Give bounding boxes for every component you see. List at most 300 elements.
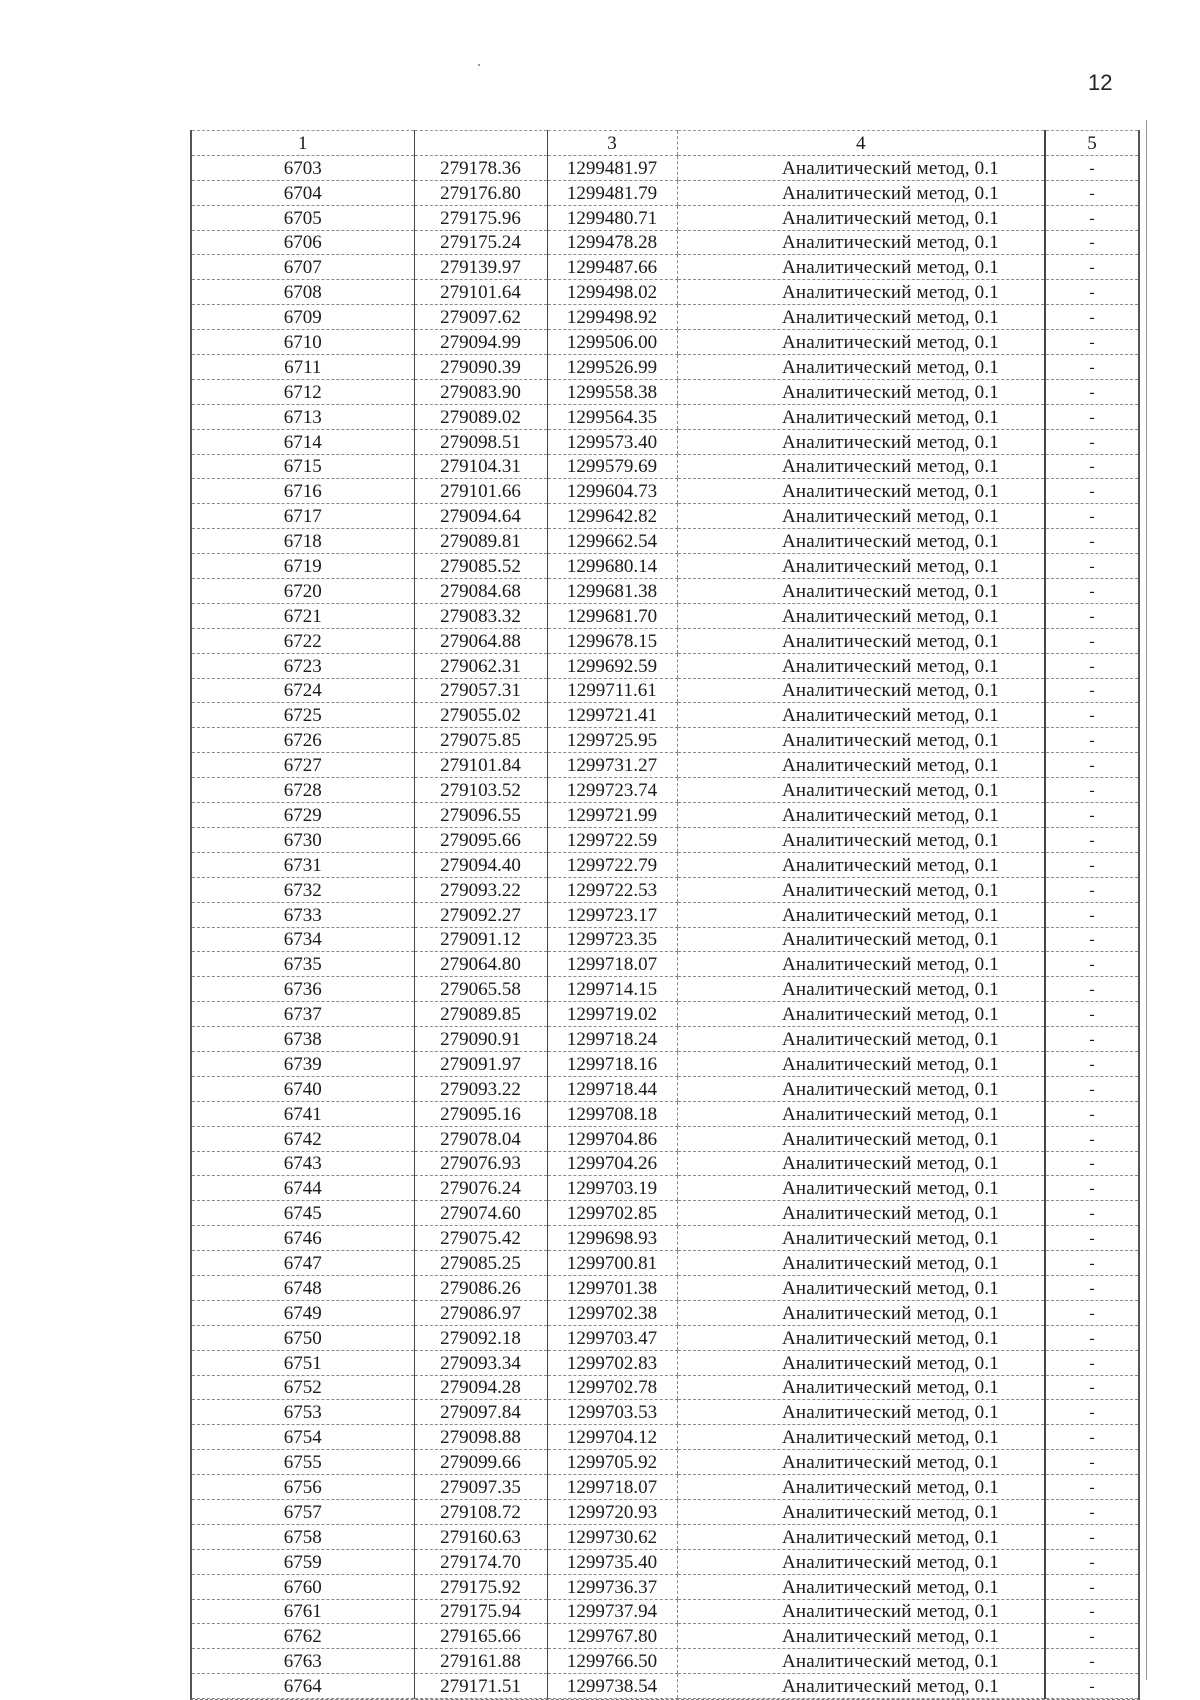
method-accuracy-cell: Аналитический метод, 0.1: [677, 678, 1045, 703]
point-number-cell: 6718: [192, 529, 414, 554]
point-number-cell: 6758: [192, 1524, 414, 1549]
point-number-cell: 6737: [192, 1002, 414, 1027]
point-number-cell: 6711: [192, 355, 414, 380]
method-accuracy-cell: Аналитический метод, 0.1: [677, 1151, 1045, 1176]
x-coordinate-cell: 279093.34: [414, 1350, 547, 1375]
note-cell: -: [1045, 1624, 1138, 1649]
x-coordinate-cell: 279095.16: [414, 1101, 547, 1126]
note-cell: -: [1045, 1649, 1138, 1674]
point-number-cell: 6743: [192, 1151, 414, 1176]
point-number-cell: 6730: [192, 827, 414, 852]
x-coordinate-cell: 279160.63: [414, 1524, 547, 1549]
table-row: [192, 155, 1138, 180]
point-number-cell: 6725: [192, 703, 414, 728]
method-accuracy-cell: Аналитический метод, 0.1: [677, 529, 1045, 554]
x-coordinate-cell: 279097.84: [414, 1400, 547, 1425]
note-cell: -: [1045, 1126, 1138, 1151]
note-cell: -: [1045, 927, 1138, 952]
table-row: [192, 1251, 1138, 1276]
x-coordinate-cell: 279103.52: [414, 778, 547, 803]
point-number-cell: 6754: [192, 1425, 414, 1450]
method-accuracy-cell: Аналитический метод, 0.1: [677, 1400, 1045, 1425]
note-cell: -: [1045, 280, 1138, 305]
table-row: [192, 877, 1138, 902]
method-accuracy-cell: Аналитический метод, 0.1: [677, 1076, 1045, 1101]
point-number-cell: 6740: [192, 1076, 414, 1101]
y-coordinate-cell: 1299722.79: [547, 852, 677, 877]
table-row: [192, 1649, 1138, 1674]
method-accuracy-cell: Аналитический метод, 0.1: [677, 454, 1045, 479]
note-cell: -: [1045, 653, 1138, 678]
table-row: [192, 1002, 1138, 1027]
table-row: [192, 603, 1138, 628]
y-coordinate-cell: 1299564.35: [547, 404, 677, 429]
table-row: [192, 230, 1138, 255]
table-row: [192, 355, 1138, 380]
note-cell: -: [1045, 628, 1138, 653]
y-coordinate-cell: 1299681.70: [547, 603, 677, 628]
method-accuracy-cell: Аналитический метод, 0.1: [677, 355, 1045, 380]
table-row: [192, 1425, 1138, 1450]
point-number-cell: 6709: [192, 305, 414, 330]
point-number-cell: 6755: [192, 1450, 414, 1475]
x-coordinate-cell: 279098.88: [414, 1425, 547, 1450]
x-coordinate-cell: 279075.85: [414, 728, 547, 753]
method-accuracy-cell: Аналитический метод, 0.1: [677, 1649, 1045, 1674]
x-coordinate-cell: 279090.39: [414, 355, 547, 380]
x-coordinate-cell: 279091.12: [414, 927, 547, 952]
method-accuracy-cell: Аналитический метод, 0.1: [677, 1300, 1045, 1325]
y-coordinate-cell: 1299721.99: [547, 803, 677, 828]
point-number-cell: 6763: [192, 1649, 414, 1674]
table-row: [192, 1027, 1138, 1052]
table-row: [192, 952, 1138, 977]
point-number-cell: 6749: [192, 1300, 414, 1325]
table-row: [192, 479, 1138, 504]
method-accuracy-cell: Аналитический метод, 0.1: [677, 1574, 1045, 1599]
method-accuracy-cell: Аналитический метод, 0.1: [677, 877, 1045, 902]
y-coordinate-cell: 1299702.38: [547, 1300, 677, 1325]
x-coordinate-cell: 279101.64: [414, 280, 547, 305]
x-coordinate-cell: 279089.85: [414, 1002, 547, 1027]
point-number-cell: 6738: [192, 1027, 414, 1052]
point-number-cell: 6732: [192, 877, 414, 902]
x-coordinate-cell: 279176.80: [414, 180, 547, 205]
table-row: [192, 1076, 1138, 1101]
note-cell: -: [1045, 554, 1138, 579]
y-coordinate-cell: 1299558.38: [547, 379, 677, 404]
x-coordinate-cell: 279085.52: [414, 554, 547, 579]
y-coordinate-cell: 1299721.41: [547, 703, 677, 728]
table-row: [192, 678, 1138, 703]
point-number-cell: 6712: [192, 379, 414, 404]
table-row: [192, 1524, 1138, 1549]
point-number-cell: 6756: [192, 1475, 414, 1500]
point-number-cell: 6761: [192, 1599, 414, 1624]
x-coordinate-cell: 279055.02: [414, 703, 547, 728]
method-accuracy-cell: Аналитический метод, 0.1: [677, 1275, 1045, 1300]
x-coordinate-cell: 279161.88: [414, 1649, 547, 1674]
y-coordinate-cell: 1299719.02: [547, 1002, 677, 1027]
y-coordinate-cell: 1299735.40: [547, 1549, 677, 1574]
point-number-cell: 6760: [192, 1574, 414, 1599]
method-accuracy-cell: Аналитический метод, 0.1: [677, 827, 1045, 852]
y-coordinate-cell: 1299498.92: [547, 305, 677, 330]
point-number-cell: 6748: [192, 1275, 414, 1300]
x-coordinate-cell: 279084.68: [414, 579, 547, 604]
note-cell: -: [1045, 1176, 1138, 1201]
method-accuracy-cell: Аналитический метод, 0.1: [677, 1674, 1045, 1699]
note-cell: -: [1045, 355, 1138, 380]
note-cell: -: [1045, 778, 1138, 803]
table-row: [192, 205, 1138, 230]
y-coordinate-cell: 1299723.17: [547, 902, 677, 927]
point-number-cell: 6753: [192, 1400, 414, 1425]
scan-speck: [478, 64, 480, 66]
point-number-cell: 6719: [192, 554, 414, 579]
y-coordinate-cell: 1299736.37: [547, 1574, 677, 1599]
y-coordinate-cell: 1299718.16: [547, 1051, 677, 1076]
method-accuracy-cell: Аналитический метод, 0.1: [677, 1524, 1045, 1549]
point-number-cell: 6759: [192, 1549, 414, 1574]
y-coordinate-cell: 1299718.24: [547, 1027, 677, 1052]
x-coordinate-cell: 279076.93: [414, 1151, 547, 1176]
note-cell: -: [1045, 1201, 1138, 1226]
y-coordinate-cell: 1299498.02: [547, 280, 677, 305]
note-cell: -: [1045, 852, 1138, 877]
x-coordinate-cell: 279083.90: [414, 379, 547, 404]
note-cell: -: [1045, 1425, 1138, 1450]
y-coordinate-cell: 1299698.93: [547, 1226, 677, 1251]
note-cell: -: [1045, 429, 1138, 454]
x-coordinate-cell: 279085.25: [414, 1251, 547, 1276]
y-coordinate-cell: 1299700.81: [547, 1251, 677, 1276]
note-cell: -: [1045, 205, 1138, 230]
point-number-cell: 6739: [192, 1051, 414, 1076]
point-number-cell: 6735: [192, 952, 414, 977]
x-coordinate-cell: 279089.02: [414, 404, 547, 429]
y-coordinate-cell: 1299767.80: [547, 1624, 677, 1649]
note-cell: -: [1045, 1375, 1138, 1400]
method-accuracy-cell: Аналитический метод, 0.1: [677, 429, 1045, 454]
note-cell: -: [1045, 1027, 1138, 1052]
y-coordinate-cell: 1299708.18: [547, 1101, 677, 1126]
y-coordinate-cell: 1299731.27: [547, 753, 677, 778]
note-cell: -: [1045, 1151, 1138, 1176]
y-coordinate-cell: 1299702.78: [547, 1375, 677, 1400]
method-accuracy-cell: Аналитический метод, 0.1: [677, 479, 1045, 504]
x-coordinate-cell: 279175.94: [414, 1599, 547, 1624]
method-accuracy-cell: Аналитический метод, 0.1: [677, 1599, 1045, 1624]
note-cell: -: [1045, 728, 1138, 753]
point-number-cell: 6726: [192, 728, 414, 753]
note-cell: -: [1045, 1300, 1138, 1325]
note-cell: -: [1045, 1325, 1138, 1350]
table-row: [192, 1201, 1138, 1226]
table-row: [192, 529, 1138, 554]
table-row: [192, 728, 1138, 753]
table-row: [192, 852, 1138, 877]
header-col-5: 5: [1045, 131, 1138, 156]
x-coordinate-cell: 279062.31: [414, 653, 547, 678]
note-cell: -: [1045, 1499, 1138, 1524]
table-row: [192, 554, 1138, 579]
point-number-cell: 6731: [192, 852, 414, 877]
note-cell: -: [1045, 678, 1138, 703]
point-number-cell: 6717: [192, 504, 414, 529]
table-row: [192, 753, 1138, 778]
page-number: 12: [1088, 70, 1113, 95]
note-cell: -: [1045, 1524, 1138, 1549]
method-accuracy-cell: Аналитический метод, 0.1: [677, 1201, 1045, 1226]
note-cell: -: [1045, 1599, 1138, 1624]
method-accuracy-cell: Аналитический метод, 0.1: [677, 1251, 1045, 1276]
point-number-cell: 6751: [192, 1350, 414, 1375]
y-coordinate-cell: 1299703.47: [547, 1325, 677, 1350]
y-coordinate-cell: 1299573.40: [547, 429, 677, 454]
y-coordinate-cell: 1299680.14: [547, 554, 677, 579]
point-number-cell: 6744: [192, 1176, 414, 1201]
method-accuracy-cell: Аналитический метод, 0.1: [677, 579, 1045, 604]
y-coordinate-cell: 1299703.53: [547, 1400, 677, 1425]
point-number-cell: 6704: [192, 180, 414, 205]
x-coordinate-cell: 279175.24: [414, 230, 547, 255]
method-accuracy-cell: Аналитический метод, 0.1: [677, 628, 1045, 653]
table-row: [192, 1126, 1138, 1151]
method-accuracy-cell: Аналитический метод, 0.1: [677, 1549, 1045, 1574]
x-coordinate-cell: 279057.31: [414, 678, 547, 703]
table-row: [192, 1549, 1138, 1574]
x-coordinate-cell: 279097.35: [414, 1475, 547, 1500]
table-row: [192, 653, 1138, 678]
x-coordinate-cell: 279175.96: [414, 205, 547, 230]
table-body: [192, 155, 1138, 1698]
note-cell: -: [1045, 529, 1138, 554]
x-coordinate-cell: 279099.66: [414, 1450, 547, 1475]
method-accuracy-cell: Аналитический метод, 0.1: [677, 1499, 1045, 1524]
table-row: [192, 703, 1138, 728]
table-row: [192, 827, 1138, 852]
method-accuracy-cell: Аналитический метод, 0.1: [677, 155, 1045, 180]
table-row: [192, 255, 1138, 280]
x-coordinate-cell: 279065.58: [414, 977, 547, 1002]
note-cell: -: [1045, 180, 1138, 205]
x-coordinate-cell: 279075.42: [414, 1226, 547, 1251]
y-coordinate-cell: 1299681.38: [547, 579, 677, 604]
x-coordinate-cell: 279096.55: [414, 803, 547, 828]
method-accuracy-cell: Аналитический метод, 0.1: [677, 902, 1045, 927]
note-cell: -: [1045, 1226, 1138, 1251]
table-row: [192, 579, 1138, 604]
x-coordinate-cell: 279101.84: [414, 753, 547, 778]
point-number-cell: 6713: [192, 404, 414, 429]
y-coordinate-cell: 1299487.66: [547, 255, 677, 280]
x-coordinate-cell: 279178.36: [414, 155, 547, 180]
point-number-cell: 6708: [192, 280, 414, 305]
note-cell: -: [1045, 1275, 1138, 1300]
y-coordinate-cell: 1299702.85: [547, 1201, 677, 1226]
header-col-1: 1: [192, 131, 414, 156]
y-coordinate-cell: 1299678.15: [547, 628, 677, 653]
method-accuracy-cell: Аналитический метод, 0.1: [677, 753, 1045, 778]
x-coordinate-cell: 279092.27: [414, 902, 547, 927]
header-row: [192, 131, 1138, 156]
method-accuracy-cell: Аналитический метод, 0.1: [677, 379, 1045, 404]
scan-edge-line: [1146, 120, 1147, 1680]
point-number-cell: 6723: [192, 653, 414, 678]
method-accuracy-cell: Аналитический метод, 0.1: [677, 1002, 1045, 1027]
table-row: [192, 1599, 1138, 1624]
method-accuracy-cell: Аналитический метод, 0.1: [677, 1425, 1045, 1450]
x-coordinate-cell: 279078.04: [414, 1126, 547, 1151]
y-coordinate-cell: 1299506.00: [547, 330, 677, 355]
method-accuracy-cell: Аналитический метод, 0.1: [677, 778, 1045, 803]
method-accuracy-cell: Аналитический метод, 0.1: [677, 1624, 1045, 1649]
x-coordinate-cell: 279174.70: [414, 1549, 547, 1574]
point-number-cell: 6706: [192, 230, 414, 255]
point-number-cell: 6724: [192, 678, 414, 703]
table-row: [192, 280, 1138, 305]
method-accuracy-cell: Аналитический метод, 0.1: [677, 330, 1045, 355]
method-accuracy-cell: Аналитический метод, 0.1: [677, 305, 1045, 330]
note-cell: -: [1045, 827, 1138, 852]
point-number-cell: 6734: [192, 927, 414, 952]
note-cell: -: [1045, 1350, 1138, 1375]
point-number-cell: 6727: [192, 753, 414, 778]
y-coordinate-cell: 1299766.50: [547, 1649, 677, 1674]
y-coordinate-cell: 1299705.92: [547, 1450, 677, 1475]
point-number-cell: 6721: [192, 603, 414, 628]
x-coordinate-cell: 279086.26: [414, 1275, 547, 1300]
point-number-cell: 6714: [192, 429, 414, 454]
table-row: [192, 1176, 1138, 1201]
header-col-3: 3: [547, 131, 677, 156]
x-coordinate-cell: 279098.51: [414, 429, 547, 454]
point-number-cell: 6752: [192, 1375, 414, 1400]
note-cell: -: [1045, 454, 1138, 479]
method-accuracy-cell: Аналитический метод, 0.1: [677, 1051, 1045, 1076]
note-cell: -: [1045, 1450, 1138, 1475]
point-number-cell: 6747: [192, 1251, 414, 1276]
y-coordinate-cell: 1299662.54: [547, 529, 677, 554]
header-col-2: [414, 131, 547, 156]
x-coordinate-cell: 279093.22: [414, 877, 547, 902]
y-coordinate-cell: 1299642.82: [547, 504, 677, 529]
y-coordinate-cell: 1299725.95: [547, 728, 677, 753]
x-coordinate-cell: 279097.62: [414, 305, 547, 330]
table-row: [192, 1499, 1138, 1524]
x-coordinate-cell: 279083.32: [414, 603, 547, 628]
header-col-4: 4: [677, 131, 1045, 156]
x-coordinate-cell: 279175.92: [414, 1574, 547, 1599]
note-cell: -: [1045, 1251, 1138, 1276]
point-number-cell: 6741: [192, 1101, 414, 1126]
y-coordinate-cell: 1299478.28: [547, 230, 677, 255]
note-cell: -: [1045, 803, 1138, 828]
point-number-cell: 6703: [192, 155, 414, 180]
table-row: [192, 778, 1138, 803]
y-coordinate-cell: 1299718.07: [547, 1475, 677, 1500]
x-coordinate-cell: 279101.66: [414, 479, 547, 504]
table-row: [192, 330, 1138, 355]
point-number-cell: 6710: [192, 330, 414, 355]
table-row: [192, 404, 1138, 429]
y-coordinate-cell: 1299480.71: [547, 205, 677, 230]
table-row: [192, 977, 1138, 1002]
note-cell: -: [1045, 877, 1138, 902]
note-cell: -: [1045, 1400, 1138, 1425]
table-row: [192, 1674, 1138, 1699]
y-coordinate-cell: 1299737.94: [547, 1599, 677, 1624]
method-accuracy-cell: Аналитический метод, 0.1: [677, 1350, 1045, 1375]
table-row: [192, 927, 1138, 952]
note-cell: -: [1045, 952, 1138, 977]
point-number-cell: 6722: [192, 628, 414, 653]
note-cell: -: [1045, 404, 1138, 429]
y-coordinate-cell: 1299718.44: [547, 1076, 677, 1101]
x-coordinate-cell: 279086.97: [414, 1300, 547, 1325]
y-coordinate-cell: 1299701.38: [547, 1275, 677, 1300]
note-cell: -: [1045, 504, 1138, 529]
note-cell: -: [1045, 1101, 1138, 1126]
table-row: [192, 628, 1138, 653]
table-row: [192, 1300, 1138, 1325]
method-accuracy-cell: Аналитический метод, 0.1: [677, 653, 1045, 678]
y-coordinate-cell: 1299703.19: [547, 1176, 677, 1201]
method-accuracy-cell: Аналитический метод, 0.1: [677, 1176, 1045, 1201]
note-cell: -: [1045, 1475, 1138, 1500]
method-accuracy-cell: Аналитический метод, 0.1: [677, 1226, 1045, 1251]
note-cell: -: [1045, 1549, 1138, 1574]
point-number-cell: 6705: [192, 205, 414, 230]
note-cell: -: [1045, 579, 1138, 604]
method-accuracy-cell: Аналитический метод, 0.1: [677, 554, 1045, 579]
method-accuracy-cell: Аналитический метод, 0.1: [677, 803, 1045, 828]
note-cell: -: [1045, 1002, 1138, 1027]
point-number-cell: 6715: [192, 454, 414, 479]
y-coordinate-cell: 1299702.83: [547, 1350, 677, 1375]
point-number-cell: 6745: [192, 1201, 414, 1226]
method-accuracy-cell: Аналитический метод, 0.1: [677, 603, 1045, 628]
note-cell: -: [1045, 1674, 1138, 1699]
coordinates-table: [192, 130, 1138, 1699]
note-cell: -: [1045, 703, 1138, 728]
y-coordinate-cell: 1299730.62: [547, 1524, 677, 1549]
x-coordinate-cell: 279095.66: [414, 827, 547, 852]
table-row: [192, 305, 1138, 330]
method-accuracy-cell: Аналитический метод, 0.1: [677, 927, 1045, 952]
method-accuracy-cell: Аналитический метод, 0.1: [677, 205, 1045, 230]
table-row: [192, 180, 1138, 205]
y-coordinate-cell: 1299481.97: [547, 155, 677, 180]
method-accuracy-cell: Аналитический метод, 0.1: [677, 728, 1045, 753]
table-row: [192, 1350, 1138, 1375]
note-cell: -: [1045, 753, 1138, 778]
table-row: [192, 1624, 1138, 1649]
x-coordinate-cell: 279064.88: [414, 628, 547, 653]
y-coordinate-cell: 1299579.69: [547, 454, 677, 479]
x-coordinate-cell: 279165.66: [414, 1624, 547, 1649]
note-cell: -: [1045, 1076, 1138, 1101]
note-cell: -: [1045, 379, 1138, 404]
point-number-cell: 6746: [192, 1226, 414, 1251]
y-coordinate-cell: 1299481.79: [547, 180, 677, 205]
table-row: [192, 1275, 1138, 1300]
table-row: [192, 1101, 1138, 1126]
y-coordinate-cell: 1299604.73: [547, 479, 677, 504]
y-coordinate-cell: 1299711.61: [547, 678, 677, 703]
x-coordinate-cell: 279090.91: [414, 1027, 547, 1052]
